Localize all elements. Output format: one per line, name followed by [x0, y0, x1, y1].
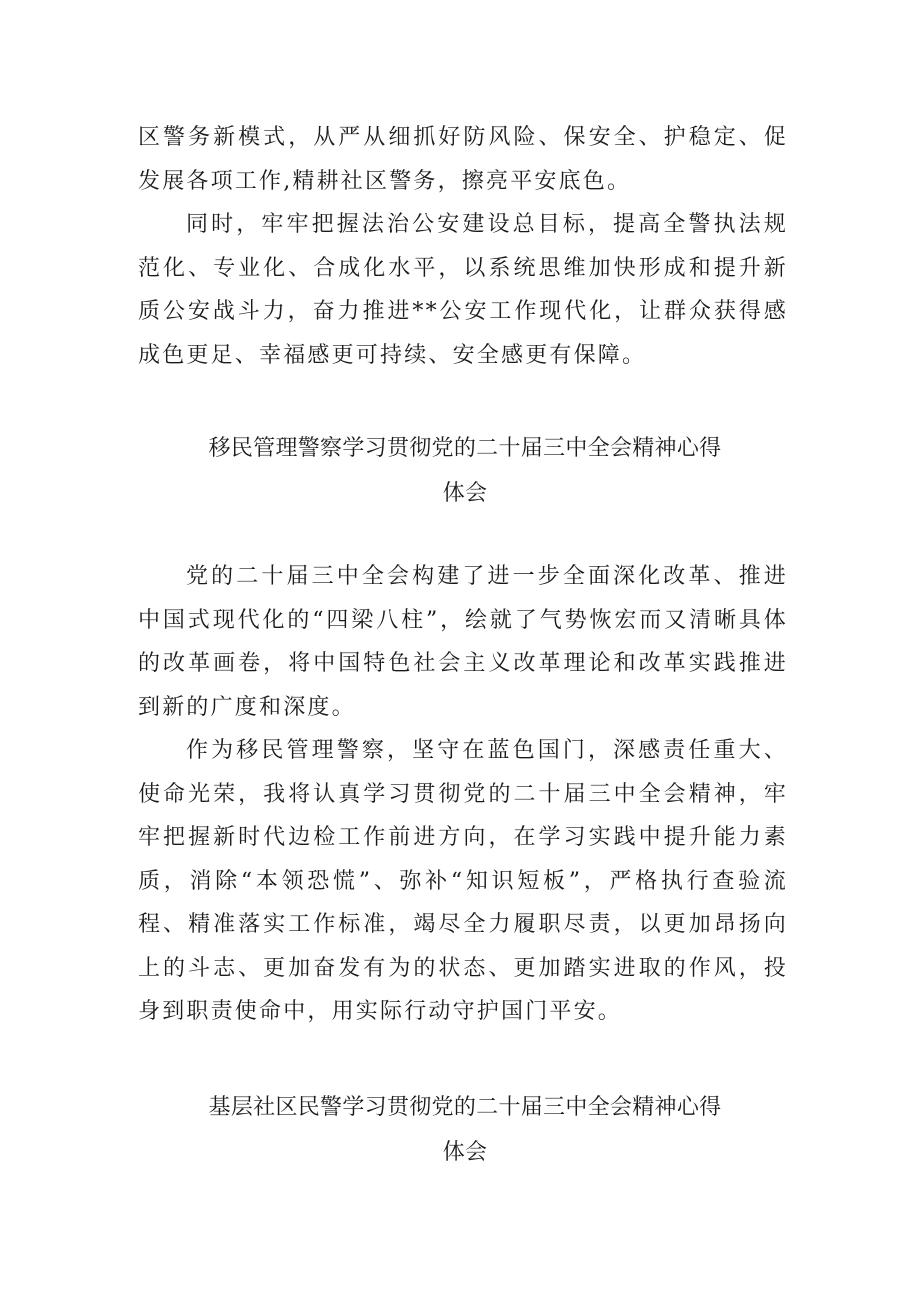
section-title-line-2: 体会: [442, 1140, 488, 1165]
section-title-line-1: 基层社区民警学习贯彻党的二十届三中全会精神心得: [208, 1095, 722, 1120]
section-title-community-police: [150, 1085, 780, 1175]
section-title-immigration-police: [150, 426, 780, 516]
continuation-paragraph: 区警务新模式，从严从细抓好防风险、保安全、护稳定、促发展各项工作,精耕社区警务，擦亮平安底色。: [138, 125, 788, 194]
paragraph-rule-of-law: 同时，牢牢把握法治公安建设总目标，提高全警执法规范化、专业化、合成化水平，以系统思维加快形成和提升新质公安战斗力，奋力推进**公安工作现代化，让群众获得感成色更足、幸福感更可持续、安全感更有保障。: [138, 212, 788, 368]
paragraph-plenum-reform: 党的二十届三中全会构建了进一步全面深化改革、推进中国式现代化的“四梁八柱”，绘就了气势恢宏而又清晰具体的改革画卷，将中国特色社会主义改革理论和改革实践推进到新的广度和深度。: [138, 564, 788, 720]
section-title-line-2: 体会: [442, 481, 488, 506]
section-title-line-1: 移民管理警察学习贯彻党的二十届三中全会精神心得: [208, 436, 722, 461]
paragraph-immigration-duty: 作为移民管理警察，坚守在蓝色国门，深感责任重大、使命光荣，我将认真学习贯彻党的二十届三中全会精神，牢牢把握新时代边检工作前进方向，在学习实践中提升能力素质，消除“本领恐慌”、弥补“知识短板”，严格执行查验流程、精准落实工作标准，竭尽全力履职尽责，以更加昂扬向上的斗志、更加奋发有为的状态、更加踏实进取的作风，投身到职责使命中，用实际行动守护国门平安。: [138, 738, 788, 1024]
